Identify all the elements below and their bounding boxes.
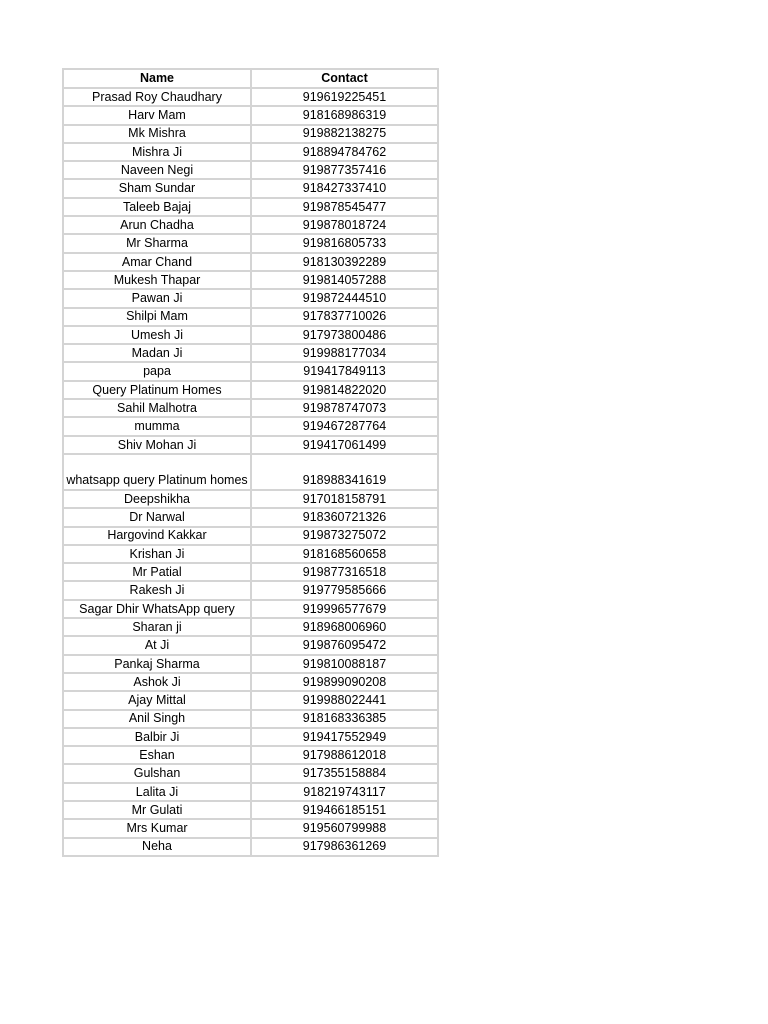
contact-number-cell: 917355158884 [251,764,438,782]
contact-number-cell: 917973800486 [251,326,438,344]
contact-name-cell: Hargovind Kakkar [63,527,251,545]
contact-name-cell: Sharan ji [63,618,251,636]
table-row [63,88,438,106]
contact-name-cell: Naveen Negi [63,161,251,179]
contact-number-cell: 919466185151 [251,801,438,819]
contact-name-cell: Deepshikha [63,490,251,508]
table-row [63,161,438,179]
contact-name-cell: Query Platinum Homes [63,381,251,399]
contact-name-cell: mumma [63,417,251,435]
contact-number-cell: 918168560658 [251,545,438,563]
table-row [63,271,438,289]
contact-number-cell: 919877357416 [251,161,438,179]
table-row [63,728,438,746]
contact-name-cell: Umesh Ji [63,326,251,344]
contact-name-cell: papa [63,362,251,380]
contacts-table [62,68,439,857]
table-header [63,69,438,88]
contact-name-cell: Shilpi Mam [63,308,251,326]
table-row [63,454,438,490]
contact-number-cell: 919814057288 [251,271,438,289]
table-row [63,746,438,764]
column-header-name: Name [63,69,251,88]
contact-name-cell: Harv Mam [63,106,251,124]
contact-name-cell: Shiv Mohan Ji [63,436,251,454]
table-row [63,600,438,618]
table-row [63,417,438,435]
table-row [63,234,438,252]
contact-number-cell: 919872444510 [251,289,438,307]
table-row [63,436,438,454]
table-row [63,362,438,380]
contact-number-cell: 917018158791 [251,490,438,508]
table-row [63,764,438,782]
table-row [63,344,438,362]
contact-number-cell: 917986361269 [251,838,438,856]
contact-number-cell: 918427337410 [251,179,438,197]
contact-name-cell: Pawan Ji [63,289,251,307]
table-row [63,673,438,691]
contact-name-cell: Mishra Ji [63,143,251,161]
contact-number-cell: 918360721326 [251,508,438,526]
table-row [63,198,438,216]
contact-name-cell: Mr Gulati [63,801,251,819]
contact-number-cell: 919988177034 [251,344,438,362]
table-row [63,216,438,234]
table-row [63,655,438,673]
contact-name-cell: Madan Ji [63,344,251,362]
contact-number-cell: 919560799988 [251,819,438,837]
contact-name-cell: Eshan [63,746,251,764]
table-row [63,253,438,271]
contact-number-cell: 919877316518 [251,563,438,581]
contact-number-cell: 919417061499 [251,436,438,454]
table-row [63,710,438,728]
table-row [63,783,438,801]
contact-name-cell: Mrs Kumar [63,819,251,837]
contact-number-cell: 919878018724 [251,216,438,234]
contact-name-cell: Sham Sundar [63,179,251,197]
table-row [63,490,438,508]
contact-number-cell: 919417552949 [251,728,438,746]
contact-name-cell: Dr Narwal [63,508,251,526]
contact-name-cell: Krishan Ji [63,545,251,563]
contact-number-cell: 919899090208 [251,673,438,691]
contact-name-cell: Arun Chadha [63,216,251,234]
contact-number-cell: 918894784762 [251,143,438,161]
contact-number-cell: 918968006960 [251,618,438,636]
contact-name-cell: Gulshan [63,764,251,782]
contact-name-cell: Sagar Dhir WhatsApp query [63,600,251,618]
contact-name-cell: Balbir Ji [63,728,251,746]
contact-name-cell: Neha [63,838,251,856]
contact-number-cell: 919873275072 [251,527,438,545]
contact-number-cell: 919810088187 [251,655,438,673]
table-row [63,381,438,399]
contact-number-cell: 919816805733 [251,234,438,252]
header-row [63,69,438,88]
table-row [63,545,438,563]
contact-name-cell: Taleeb Bajaj [63,198,251,216]
contact-name-cell: Anil Singh [63,710,251,728]
contact-number-cell: 919814822020 [251,381,438,399]
table-row [63,691,438,709]
table-row [63,143,438,161]
table-row [63,106,438,124]
contact-number-cell: 919417849113 [251,362,438,380]
contact-name-cell: Sahil Malhotra [63,399,251,417]
contact-name-cell: Lalita Ji [63,783,251,801]
table-row [63,289,438,307]
table-row [63,636,438,654]
contact-number-cell: 919467287764 [251,417,438,435]
contact-number-cell: 919779585666 [251,581,438,599]
contact-name-cell: Mukesh Thapar [63,271,251,289]
contact-number-cell: 917837710026 [251,308,438,326]
contact-number-cell: 917988612018 [251,746,438,764]
contact-name-cell: Ajay Mittal [63,691,251,709]
contact-number-cell: 919996577679 [251,600,438,618]
contact-number-cell: 919878545477 [251,198,438,216]
table-row [63,838,438,856]
contact-name-cell: Ashok Ji [63,673,251,691]
contact-number-cell: 919876095472 [251,636,438,654]
table-row [63,618,438,636]
contact-number-cell: 918219743117 [251,783,438,801]
table-row [63,399,438,417]
contact-number-cell: 918988341619 [251,454,438,490]
contact-name-cell: At Ji [63,636,251,654]
table-row [63,326,438,344]
table-row [63,563,438,581]
contact-number-cell: 919988022441 [251,691,438,709]
table-row [63,125,438,143]
contact-number-cell: 918130392289 [251,253,438,271]
contact-name-cell: Prasad Roy Chaudhary [63,88,251,106]
contact-name-cell: Rakesh Ji [63,581,251,599]
table-row [63,527,438,545]
contact-name-cell: Mr Patial [63,563,251,581]
table-row [63,179,438,197]
contact-name-cell: Mk Mishra [63,125,251,143]
table-row [63,819,438,837]
contact-number-cell: 919878747073 [251,399,438,417]
table-row [63,801,438,819]
table-row [63,581,438,599]
contact-number-cell: 918168336385 [251,710,438,728]
contact-number-cell: 919619225451 [251,88,438,106]
table-body [63,88,438,856]
contact-number-cell: 918168986319 [251,106,438,124]
contact-name-cell: Amar Chand [63,253,251,271]
table-row [63,308,438,326]
column-header-contact: Contact [251,69,438,88]
contact-name-cell: Mr Sharma [63,234,251,252]
contact-number-cell: 919882138275 [251,125,438,143]
contact-name-cell: whatsapp query Platinum homes [63,454,251,490]
contact-name-cell: Pankaj Sharma [63,655,251,673]
table-row [63,508,438,526]
